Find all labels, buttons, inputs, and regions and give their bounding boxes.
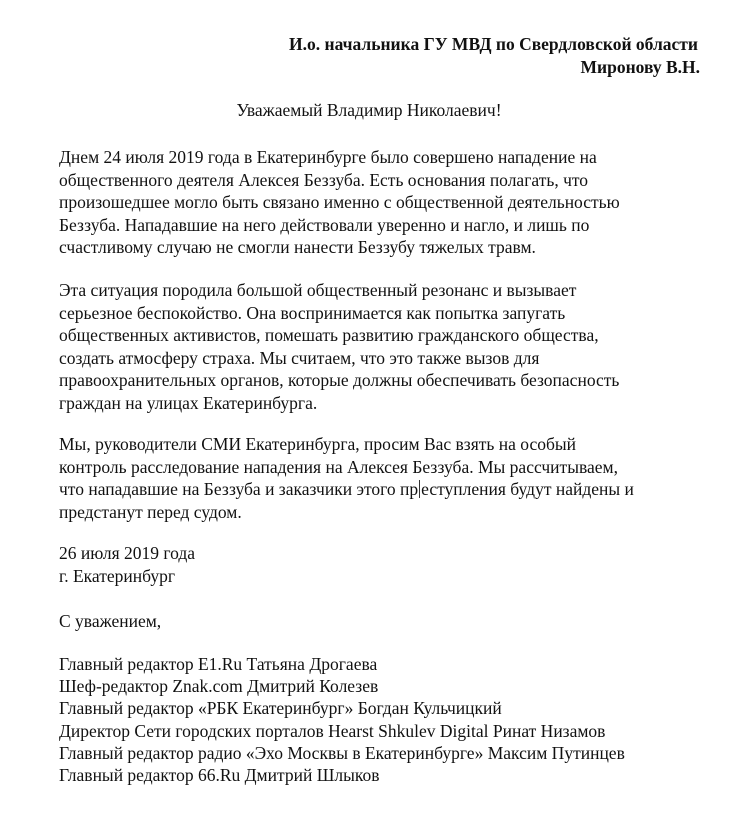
addressee-title: И.о. начальника ГУ МВД по Свердловской области [289, 34, 698, 54]
paragraph-line: общественного деятеля Алексея Беззуба. Есть основания полагать, что [59, 169, 589, 190]
date-block [59, 542, 195, 587]
addressee-name: Миронову В.Н. [580, 57, 700, 77]
paragraph-line: Эта ситуация породила большой общественный резонанс и вызывает [59, 280, 577, 300]
signer-line: Главный редактор 66.Ru Дмитрий Шлыков [59, 765, 380, 786]
paragraph-line: Днем 24 июля 2019 года в Екатеринбурге было совершено нападение на [59, 147, 597, 167]
paragraph-line: серьезное беспокойство. Она воспринимается как попытка запугать [59, 302, 566, 323]
signer-line: Директор Сети городских порталов Hearst Shkulev Digital Ринат Низамов [59, 720, 606, 741]
letter-date: 26 июля 2019 года [59, 543, 196, 563]
signer-line: Шеф-редактор Znak.com Дмитрий Колезев [59, 676, 379, 697]
paragraph-line-part: еступления будут найдены и [421, 479, 634, 499]
paragraph-line: предстанут перед судом. [59, 501, 242, 522]
paragraph-1 [59, 146, 709, 259]
paragraph-line-part: что нападавшие на Беззуба и заказчики этого пр [59, 479, 419, 499]
paragraph-line: Беззуба. Нападавшие на него действовали уверенно и нагло, и лишь по [59, 214, 590, 235]
signer-line: Главный редактор «РБК Екатеринбург» Богдан Кульчицкий [59, 698, 502, 719]
paragraph-line: счастливому случаю не смогли нанести Беззубу тяжелых травм. [59, 237, 536, 257]
paragraph-line: Мы, руководители СМИ Екатеринбурга, просим Вас взять на особый [59, 434, 576, 454]
paragraph-line: граждан на улицах Екатеринбурга. [59, 392, 318, 413]
salutation: Уважаемый Владимир Николаевич! [236, 100, 502, 120]
paragraph-line[interactable] [59, 478, 709, 501]
signers-list [59, 653, 625, 786]
paragraph-line: контроль расследование нападения на Алексея Беззуба. Мы рассчитываем, [59, 456, 618, 477]
closing-regards: С уважением, [59, 611, 162, 631]
signer-line: Главный редактор E1.Ru Татьяна Дрогаева [59, 654, 378, 674]
letter-city: г. Екатеринбург [59, 565, 176, 586]
paragraph-line: создать атмосферу страха. Мы считаем, что это также вызов для [59, 347, 540, 368]
paragraph-line: произошедшее могло быть связано именно с общественной деятельностью [59, 192, 620, 212]
addressee-block [289, 33, 700, 79]
text-cursor [419, 480, 420, 498]
paragraph-3 [59, 433, 709, 523]
paragraph-line: общественных активистов, помешать развитию гражданского общества, [59, 325, 599, 345]
signer-line: Главный редактор радио «Эхо Москвы в Екатеринбурге» Максим Путинцев [59, 742, 625, 763]
paragraph-2 [59, 279, 709, 414]
paragraph-line: правоохранительных органов, которые должны обеспечивать безопасность [59, 370, 620, 390]
